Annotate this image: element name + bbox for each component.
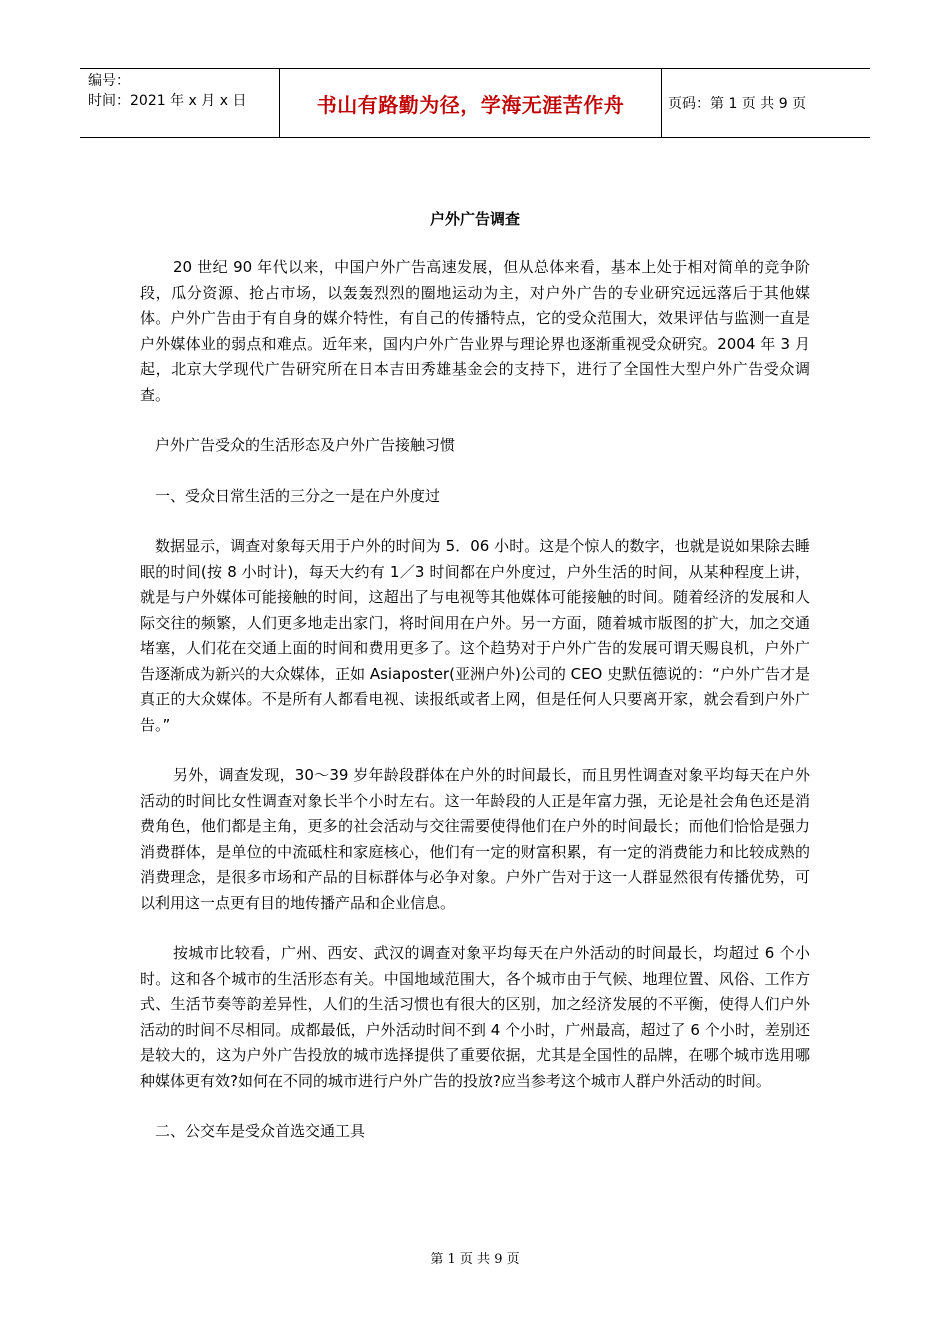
header-table [80, 68, 870, 138]
subsection-heading-1: 一、受众日常生活的三分之一是在户外度过 [155, 486, 441, 505]
page-info-cell [662, 69, 870, 137]
paragraph-intro: 20 世纪 90 年代以来，中国户外广告高速发展，但从总体来看，基本上处于相对简单的竞争阶段，瓜分资源、抢占市场，以轰轰烈烈的圈地运动为主，对户外广告的专业研究远远落后于其他媒体。户外广告由于有自身的媒介特性，有自己的传播特点，它的受众范围大，效果评估与监测一直是户外媒体业的弱点和难点。近年来，国内户外广告业界与理论界也逐渐重视受众研究。2004 年 3 月起，北京大学现代广告研究所在日本吉田秀雄基金会的支持下，进行了全国性大型户外广告受众调查。 [140, 258, 810, 404]
header-meta-cell [80, 69, 280, 137]
motto-cell [280, 69, 662, 137]
time-label: 时间：2021 年 x 月 x 日 [88, 93, 247, 109]
page-info-text: 页码：第 1 页 共 9 页 [668, 96, 807, 112]
subsection-heading-2: 二、公交车是受众首选交通工具 [155, 1122, 366, 1140]
section-heading: 户外广告受众的生活形态及户外广告接触习惯 [155, 436, 456, 454]
document-body [140, 255, 810, 1145]
paragraph-age-group: 另外，调查发现，30～39 岁年龄段群体在户外的时间最长，而且男性调查对象平均每天在户外活动的时间比女性调查对象长半个小时左右。这一年龄段的人正是年富力强，无论是社会角色还是消费角色，他们都是主角，更多的社会活动与交往需要使得他们在户外的时间最长；而他们恰恰是强力消费群体，是单位的中流砥柱和家庭核心，他们有一定的财富积累，有一定的消费能力和比较成熟的消费理念，是很多市场和产品的目标群体与必争对象。户外广告对于这一人群显然很有传播优势，可以利用这一点更有目的地传播产品和企业信息。 [140, 766, 810, 912]
page-footer: 第 1 页 共 9 页 [430, 1252, 520, 1267]
number-label: 编号： [88, 73, 130, 89]
paragraph-city-comparison: 按城市比较看，广州、西安、武汉的调查对象平均每天在户外活动的时间最长，均超过 6 个小时。这和各个城市的生活形态有关。中国地域范围大，各个城市由于气候、地理位置、风俗、工作方式、生活节奏等韵差异性，人们的生活习惯也有很大的区别，加之经济发展的不平衡，使得人们户外活动的时间不尽相同。成都最低，户外活动时间不到 4 个小时，广州最高，超过了 6 个小时，差别还是较大的，这为户外广告投放的城市选择提供了重要依据，尤其是全国性的品牌，在哪个城市选用哪种媒体更有效?如何在不同的城市进行户外广告的投放?应当参考这个城市人群户外活动的时间。 [140, 944, 810, 1090]
paragraph-outdoor-time: 数据显示，调查对象每天用于户外的时间为 5．06 小时。这是个惊人的数字，也就是说如果除去睡眠的时间(按 8 小时计)，每天大约有 1／3 时间都在户外度过，户外生活的时间，从某种程度上讲，就是与户外媒体可能接触的时间，这超出了与电视等其他媒体可能接触的时间。随着经济的发展和人际交往的频繁，人们更多地走出家门，将时间用在户外。另一方面，随着城市版图的扩大，加之交通堵塞，人们花在交通上面的时间和费用更多了。这个趋势对于户外广告的发展可谓天赐良机，户外广告逐渐成为新兴的大众媒体，正如 Asiaposter(亚洲户外)公司的 CEO 史默伍德说的：“户外广告才是真正的大众媒体。不是所有人都看电视、读报纸或者上网，但是任何人只要离开家，就会看到户外广告。” [140, 537, 810, 734]
motto-text: 书山有路勤为径，学海无涯苦作舟 [316, 92, 625, 117]
document-title: 户外广告调查 [429, 210, 520, 228]
